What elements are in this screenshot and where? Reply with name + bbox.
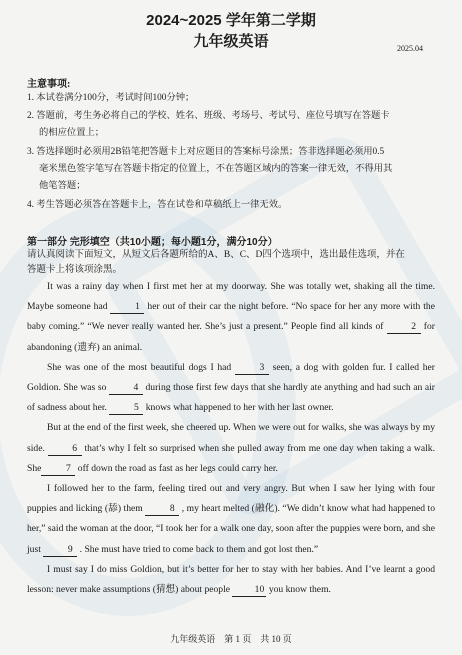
blank-7: 7 [41, 463, 75, 476]
cloze-passage [27, 277, 435, 600]
blank-3: 3 [235, 362, 269, 375]
note-item-cont: 毫米黑色签字笔写在答题卡指定的位置上，不在答题区域内的答案一律无效，不得用其 [39, 164, 393, 174]
exam-date: 2025.04 [397, 44, 423, 53]
blank-1: 1 [110, 301, 144, 314]
note-item: 4. 考生答题必须答在答题卡上，答在试卷和草稿纸上一律无效。 [27, 200, 288, 210]
note-item: 2. 答题前，考生务必将自己的学校、姓名、班级、考场号、考试号、座位号填写在答题卡 [27, 111, 390, 121]
exam-term-title: 2024~2025 学年第二学期 [146, 12, 316, 29]
note-item [27, 161, 437, 178]
notes-heading: 主意事项: [27, 79, 71, 90]
section-instruction: 请认真阅读下面短文，从短文后各题所给的A、B、C、D四个选项中，选出最佳选项，并在 [27, 250, 405, 260]
note-item-cont: 的相应位置上； [39, 128, 105, 138]
section-instruction: 答题卡上将该项涂黑。 [27, 265, 123, 275]
note-item: 1. 本试卷满分100分，考试时间100分钟； [27, 93, 195, 103]
paragraph: I followed her to the farm, feeling tired out and very angry. But when I saw her lying with four puppies and licking (舔) them 8 , my heart melted (融化). “We didn’t know what had happened to her,” said the woman at the door, “I took her for a walk one day, soon after the puppies were born, and she just 9 . She must have tried to come back to them and got lost then.” [27, 483, 436, 555]
note-item-cont: 他笔答题； [39, 181, 86, 191]
blank-10: 10 [232, 584, 266, 597]
note-item [27, 125, 437, 142]
blank-5: 5 [109, 402, 143, 415]
blank-2: 2 [387, 321, 421, 334]
blank-9: 9 [43, 544, 77, 557]
paragraph: I must say I do miss Goldion, but it’s better for her to stay with her babies. And I’ve learnt a good lesson: never make assumptions (猜想) about people 10 you know them. [27, 563, 435, 596]
paragraph: It was a rainy day when I first met her at my doorway. She was totally wet, shaking all the time. Maybe someone had 1 her out of their car the night before. “No space for her any more with the baby coming.” “We never really wanted her. She’s just a present.” People find all kinds of 2 for abandoning (遗弃) an animal. [27, 281, 435, 353]
paragraph: But at the end of the first week, she cheered up. When we were out for walks, she was always by my side. 6 that’s why I felt so surprised when she pulled away from me one day when taking a walk. She 7 off down the road as fast as her legs could carry her. [27, 422, 435, 474]
section-title: 第一部分 完形填空（共10小题；每小题1分，满分10分） [27, 237, 278, 248]
page-footer: 九年级英语 第 1 页 共 10 页 [170, 634, 292, 644]
exam-subject-title: 九年级英语 [193, 33, 269, 50]
paragraph: She was one of the most beautiful dogs I had 3 seen, a dog with golden fur. I called her Goldion. She was so 4 during those first few days that she hardly ate anything and had such an air of sadness about her. 5 knows what happened to her with her last owner. [27, 361, 435, 414]
note-item [27, 178, 437, 195]
blank-6: 6 [48, 443, 82, 456]
blank-8: 8 [145, 503, 179, 516]
note-item: 3. 答选择题时必须用2B铅笔把答题卡上对应题目的答案标号涂黑；答非选择题必须用0.5 [27, 147, 385, 157]
blank-4: 4 [109, 382, 143, 395]
